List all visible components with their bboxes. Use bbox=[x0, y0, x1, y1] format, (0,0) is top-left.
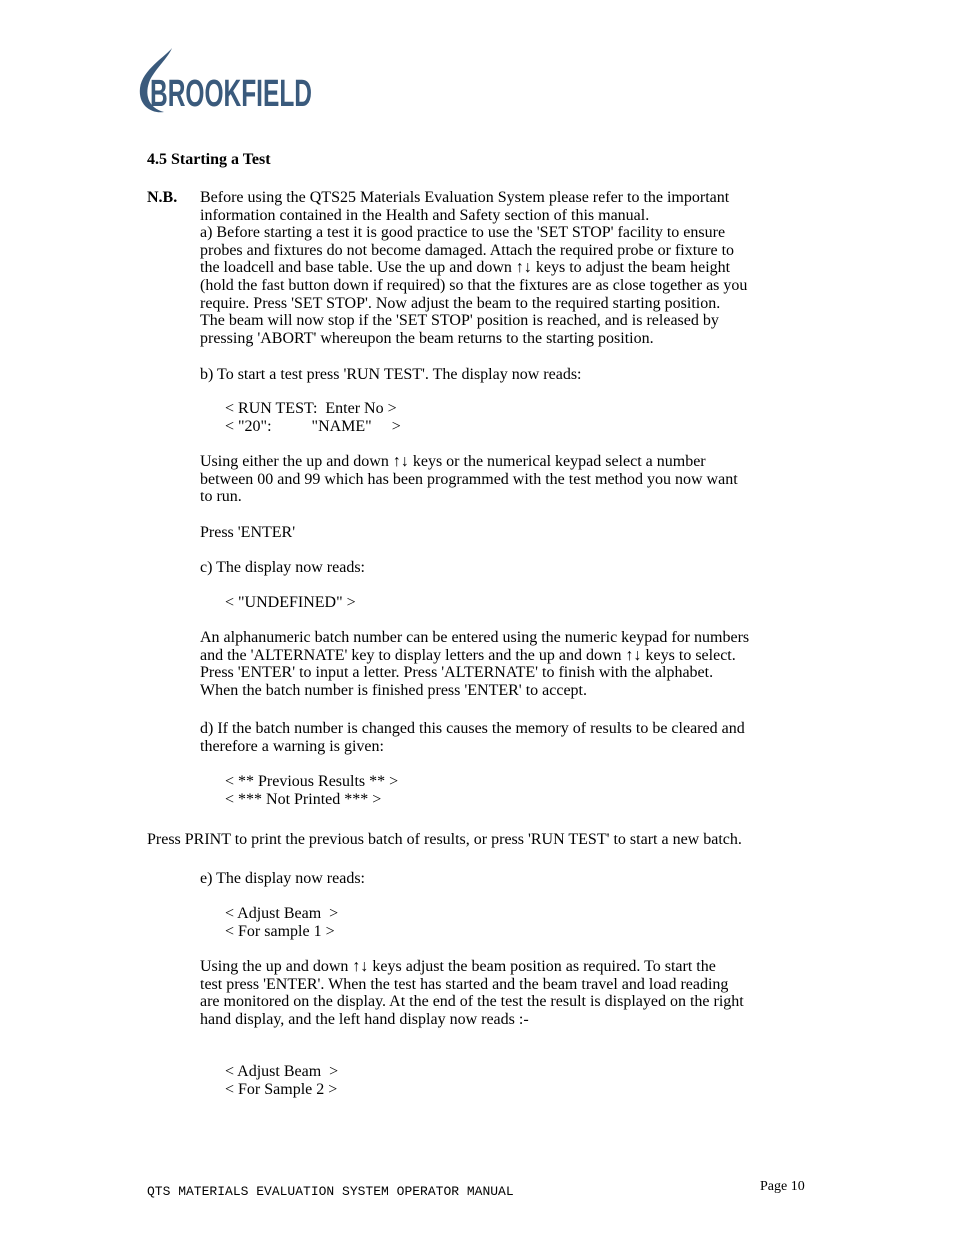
footer-title: QTS MATERIALS EVALUATION SYSTEM OPERATOR MANUAL bbox=[147, 1184, 514, 1199]
display-readout-c: < "UNDEFINED" > bbox=[225, 594, 356, 611]
step-e: e) The display now reads: bbox=[200, 870, 365, 887]
display-readout-e1: < Adjust Beam > < For sample 1 > bbox=[225, 905, 339, 940]
press-print-text: Press PRINT to print the previous batch of results, or press 'RUN TEST' to start a new batch. bbox=[147, 831, 742, 848]
step-b: b) To start a test press 'RUN TEST'. The display now reads: bbox=[200, 366, 582, 383]
display-readout-d: < ** Previous Results ** > < *** Not Printed *** > bbox=[225, 773, 399, 808]
press-enter-text: Press 'ENTER' bbox=[200, 524, 296, 541]
nb-paragraph: Before using the QTS25 Materials Evaluation System please refer to the important information contained in the Health and Safety section of this manual. a) Before starting a test it is good practice to use the 'SET STOP' facility to ensure probes and fixtures do not become damaged. Attach the required probe or fixture to the loadcell and base table. Use the up and down ↑↓ keys to adjust the beam height (hold the fast button down if required) so that the fixtures are as close together as you require. Press 'SET STOP'. Now adjust the beam to the required starting position. The beam will now stop if the 'SET STOP' position is reached, and is released by pressing 'ABORT' whereupon the beam returns to the starting position. bbox=[200, 189, 748, 347]
brookfield-logo bbox=[136, 44, 316, 116]
nb-label: N.B. bbox=[147, 189, 178, 206]
logo-wordmark: BROOKFIELD bbox=[150, 73, 312, 115]
display-readout-b: < RUN TEST: Enter No > < "20": "NAME" > bbox=[225, 400, 401, 435]
section-heading: 4.5 Starting a Test bbox=[147, 151, 271, 168]
step-d: d) If the batch number is changed this causes the memory of results to be cleared and therefore a warning is given: bbox=[200, 720, 745, 755]
paragraph-e: Using the up and down ↑↓ keys adjust the beam position as required. To start the test press 'ENTER'. When the test has started and the beam travel and load reading are monitored on the display. At the end of the test the result is displayed on the right hand display, and the left hand display now reads :- bbox=[200, 958, 744, 1028]
step-c: c) The display now reads: bbox=[200, 559, 365, 576]
paragraph-c: An alphanumeric batch number can be entered using the numeric keypad for numbers and the 'ALTERNATE' key to display letters and the up and down ↑↓ keys to select. Press 'ENTER' to input a letter. Press 'ALTERNATE' to finish with the alphabet. When the batch number is finished press 'ENTER' to accept. bbox=[200, 629, 750, 699]
paragraph-b: Using either the up and down ↑↓ keys or the numerical keypad select a number between 00 and 99 which has been programmed with the test method you now want to run. bbox=[200, 453, 738, 506]
page-number: Page 10 bbox=[760, 1179, 805, 1194]
display-readout-e2: < Adjust Beam > < For Sample 2 > bbox=[225, 1063, 339, 1098]
